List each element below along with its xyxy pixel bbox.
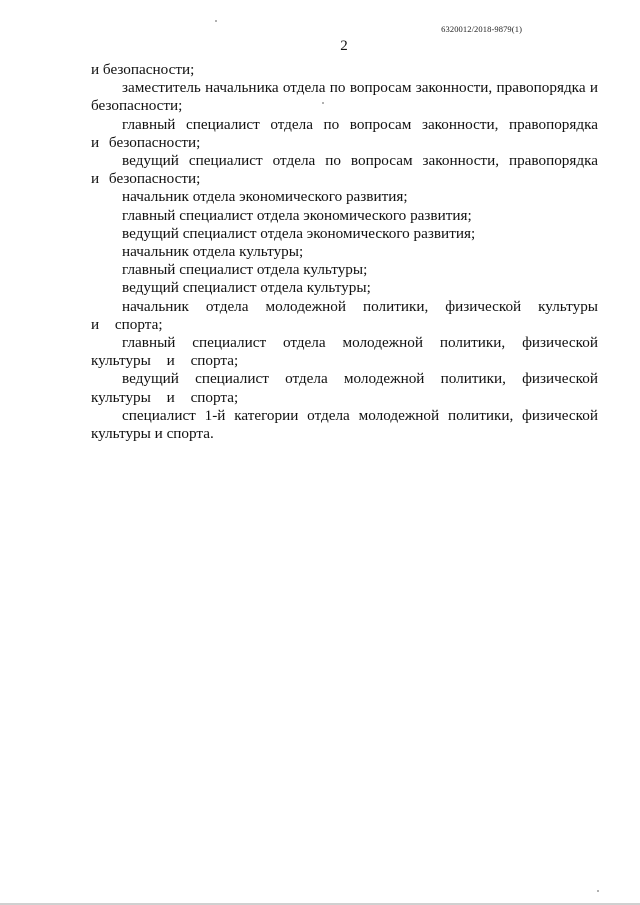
scan-speck [597, 890, 599, 892]
scan-speck [322, 102, 324, 104]
list-item: ведущий специалист отдела культуры; [122, 279, 371, 297]
document-id: 6320012/2018-9879(1) [441, 24, 522, 34]
list-item: заместитель начальника отдела по вопросам законности, правопорядка и безопасности; [91, 79, 598, 115]
list-item: главный специалист отдела экономического развития; [122, 206, 472, 224]
page-number: 2 [340, 38, 348, 54]
list-item: начальник отдела культуры; [122, 243, 304, 261]
list-item: главный специалист отдела по вопросам законности, правопорядка и безопасности; [91, 115, 598, 151]
list-item: ведущий специалист отдела по вопросам законности, правопорядка и безопасности; [91, 152, 598, 188]
list-item: главный специалист отдела молодежной политики, физической культуры и спорта; [91, 334, 598, 370]
list-item: начальник отдела экономического развития; [122, 188, 408, 206]
list-item: специалист 1-й категории отдела молодежной политики, физической культуры и спорта. [91, 406, 598, 443]
scan-speck [215, 20, 217, 22]
paragraph-continuation: и безопасности; [91, 61, 195, 78]
list-item: главный специалист отдела культуры; [122, 261, 368, 279]
list-item: ведущий специалист отдела экономического развития; [122, 224, 476, 242]
list-item: начальник отдела молодежной политики, физической культуры и спорта; [91, 297, 598, 333]
document-body [91, 61, 598, 443]
list-item: ведущий специалист отдела молодежной политики, физической культуры и спорта; [91, 370, 598, 406]
